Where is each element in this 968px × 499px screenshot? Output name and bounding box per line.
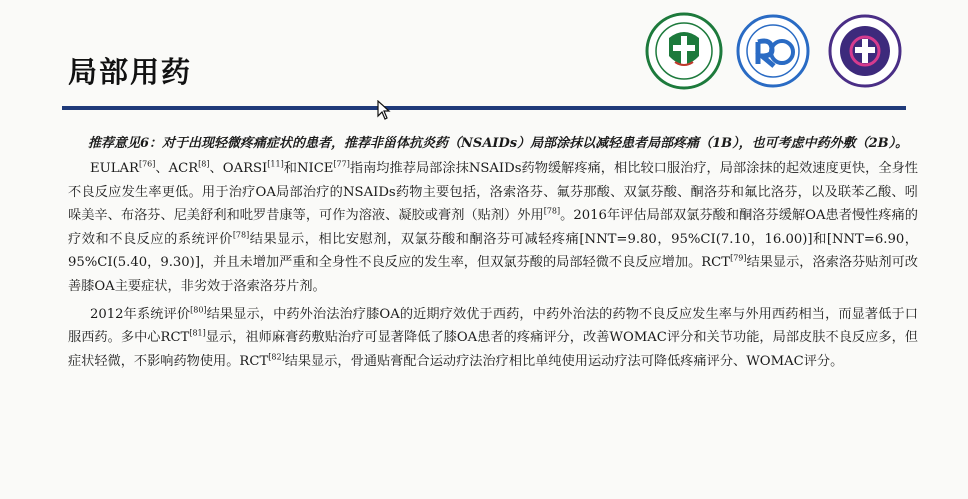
citation: [82] <box>268 352 285 362</box>
citation: [8] <box>198 159 210 169</box>
recommendation-text: 推荐意见6：对于出现轻微疼痛症状的患者，推荐非甾体抗炎药（NSAIDs）局部涂抹以减轻患者局部疼痛（1B），也可考虑中药外敷（2B）。 <box>88 136 909 151</box>
text-run: 结果显示，骨通贴膏配合运动疗法治疗相比单纯使用运动疗法可降低疼痛评分、WOMAC评分。 <box>284 353 844 369</box>
text-run: 2012年系统评价 <box>90 306 191 322</box>
citation: [76] <box>138 159 156 169</box>
mouse-cursor-icon <box>377 100 391 120</box>
text-run: 结果显示，洛索洛芬贴剂可改善膝OA主要症状，非劣效于洛索洛芬片剂。 <box>68 255 918 294</box>
text-run: 结果显示，中药外治法治疗膝OA的近期疗效优于西药，中药外治法的药物不良反应发生率与外用西药相当，而显著低于口服西药。多中心RCT <box>68 306 918 346</box>
content-body <box>68 132 918 373</box>
paragraph-2 <box>68 303 918 374</box>
slide-title: 局部用药 <box>68 55 193 89</box>
citation: [77] <box>333 159 350 169</box>
citation: [78] <box>232 230 250 240</box>
text-run: 显示，祖师麻膏药敷贴治疗可显著降低了膝OA患者的疼痛评分，改善WOMAC评分和关节功能，局部皮肤不良反应多，但症状轻微，不影响药物使用。RCT <box>68 330 918 369</box>
text-run: EULAR <box>90 161 139 176</box>
hospital-logo-icon <box>828 12 902 90</box>
citation: [78] <box>543 206 561 216</box>
text-run: 、ACR <box>155 161 199 176</box>
logo-group <box>640 12 910 92</box>
text-run: 、OARSI <box>209 161 268 176</box>
text-run: 结果显示，相比安慰剂，双氯芬酸和酮洛芬可减轻疼痛[NNT=9.80，95%CI(7.10，16.00)]和[NNT=6.90，95%CI(5.40，9.30)]，并且未增加严重和全身性不良反应的发生率，但双氯芬酸的局部轻微不良反应增加。RCT <box>68 231 918 271</box>
citation: [11] <box>267 159 284 169</box>
medical-association-logo-icon <box>645 12 723 90</box>
rehabilitation-association-logo-icon <box>736 12 810 90</box>
citation: [80] <box>190 305 207 315</box>
title-divider <box>62 106 906 110</box>
text-run: 。2016年评估局部双氯芬酸和酮洛芬缓解OA患者慢性疼痛的疗效和不良反应的系统评价 <box>68 208 918 247</box>
citation: [79] <box>730 253 747 263</box>
citation: [81] <box>189 328 206 338</box>
text-run: 指南均推荐局部涂抹NSAIDs药物缓解疼痛，相比较口服治疗，局部涂抹的起效速度更快，全身性不良反应发生率更低。用于治疗OA局部治疗的NSAIDs药物主要包括，洛索洛芬、氟芬那酸、双氯芬酸、酮洛芬和氟比洛芬，以及联苯乙酸、吲哚美辛、布洛芬、尼美舒利和吡罗昔康等，可作为溶液、凝胶或膏剂（贴剂）外用 <box>68 161 918 224</box>
text-run: 和NICE <box>283 161 334 176</box>
paragraph-1 <box>68 157 918 299</box>
